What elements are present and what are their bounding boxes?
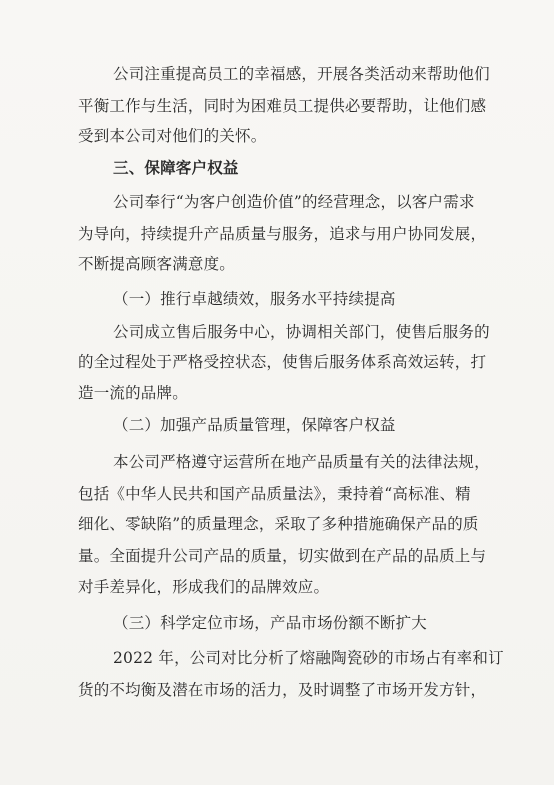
paragraph-line: 公司注重提高员工的幸福感，开展各类活动来帮助他们 bbox=[113, 65, 490, 83]
paragraph-line: 平衡工作与生活，同时为困难员工提供必要帮助，让他们感 bbox=[78, 97, 487, 115]
subsection-heading: （一）推行卓越绩效，服务水平持续提高 bbox=[113, 290, 396, 308]
paragraph-line: 造一流的品牌。 bbox=[78, 384, 188, 402]
paragraph-line: 公司奉行“为客户创造价值”的经营理念，以客户需求 bbox=[113, 193, 475, 211]
subsection-heading: （二）加强产品质量管理，保障客户权益 bbox=[113, 416, 396, 434]
paragraph-line: 对手差异化，形成我们的品牌效应。 bbox=[78, 578, 330, 596]
paragraph-line: 本公司严格遵守运营所在地产品质量有关的法律法规， bbox=[113, 453, 490, 471]
subsection-heading: （三）科学定位市场，产品市场份额不断扩大 bbox=[113, 614, 428, 632]
paragraph-line: 受到本公司对他们的关怀。 bbox=[78, 127, 267, 145]
paragraph-line: 为导向，持续提升产品质量与服务，追求与用户协同发展， bbox=[78, 225, 487, 243]
paragraph-line: 公司成立售后服务中心，协调相关部门，使售后服务的 bbox=[113, 323, 490, 341]
paragraph-line: 的全过程处于严格受控状态，使售后服务体系高效运转，打 bbox=[78, 353, 487, 371]
paragraph-line: 量。全面提升公司产品的质量，切实做到在产品的品质上与 bbox=[78, 547, 487, 565]
paragraph-line: 细化、零缺陷”的质量理念，采取了多种措施确保产品的质 bbox=[78, 515, 479, 533]
paragraph-line: 不断提高顾客满意度。 bbox=[78, 255, 236, 273]
paragraph-line: 2022 年，公司对比分析了熔融陶瓷砂的市场占有率和订 bbox=[113, 649, 504, 667]
paragraph-line: 货的不均衡及潜在市场的活力，及时调整了市场开发方针， bbox=[78, 681, 487, 699]
section-heading: 三、保障客户权益 bbox=[113, 158, 239, 177]
paragraph-line: 包括《中华人民共和国产品质量法》，秉持着“高标准、精 bbox=[78, 485, 471, 503]
